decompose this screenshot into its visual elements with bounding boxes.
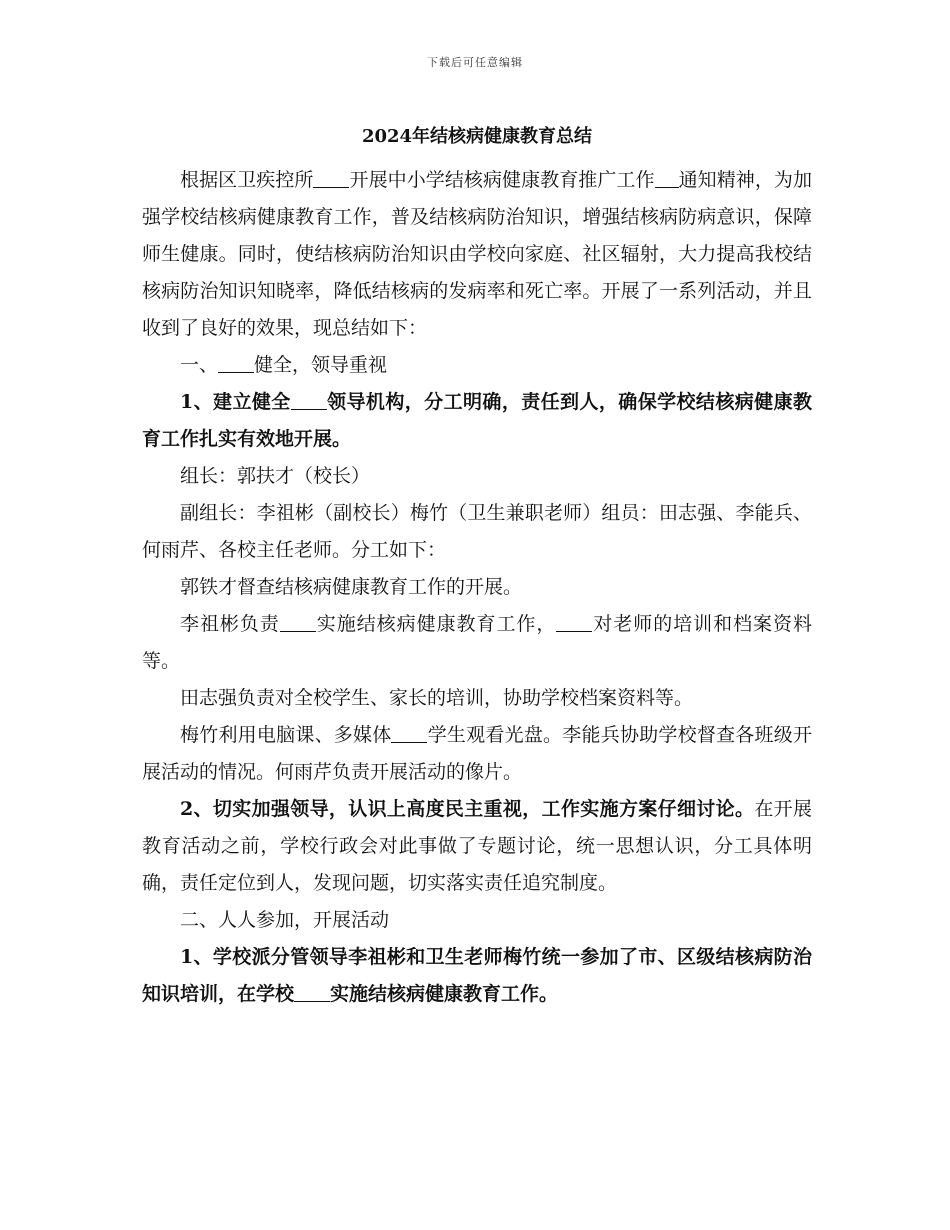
paragraph-text: 副组长：李祖彬（副校长）梅竹（卫生兼职老师）组员：田志强、李能兵、何雨芹、各校主任老师。分工如下： bbox=[142, 502, 812, 561]
document-title: 2024年结核病健康教育总结 bbox=[361, 126, 593, 147]
header-note: 下载后可任意编辑 bbox=[427, 56, 523, 69]
paragraph bbox=[142, 162, 812, 347]
paragraph-text: 1、学校派分管领导李祖彬和卫生老师梅竹统一参加了市、区级结核病防治知识培训，在学校 bbox=[142, 946, 812, 1005]
paragraph bbox=[142, 458, 812, 495]
paragraph-text: 梅竹利用电脑课、多媒体 bbox=[180, 724, 392, 746]
paragraph-text: 郭铁才督查结核病健康教育工作的开展。 bbox=[180, 576, 523, 598]
paragraph-text: 在开展教育活动之前，学校行政会对此事做了专题讨论，统一思想认识，分工具体明确，责任定位到人，发现问题，切实落实责任追究制度。 bbox=[142, 798, 812, 894]
paragraph bbox=[142, 384, 812, 458]
paragraph bbox=[142, 347, 812, 384]
blank-underline bbox=[294, 982, 330, 1002]
blank-underline bbox=[556, 612, 592, 632]
paragraph-text: 领导机构，分工明确，责任到人，确保学校结核病健康教育工作扎实有效地开展。 bbox=[142, 391, 812, 450]
paragraph-list bbox=[142, 162, 812, 1013]
paragraph bbox=[142, 569, 812, 606]
paragraph bbox=[142, 791, 812, 902]
paragraph-text: 二、人人参加，开展活动 bbox=[180, 909, 390, 931]
paragraph-text: 健全，领导重视 bbox=[254, 354, 388, 376]
paragraph-text: 一、 bbox=[180, 354, 219, 376]
paragraph bbox=[142, 495, 812, 569]
paragraph bbox=[142, 939, 812, 1013]
paragraph-text: 田志强负责对全校学生、家长的培训，协助学校档案资料等。 bbox=[180, 687, 694, 709]
paragraph bbox=[142, 680, 812, 717]
blank-underline bbox=[313, 168, 349, 188]
blank-underline bbox=[291, 390, 327, 410]
paragraph-text: 李祖彬负责 bbox=[180, 613, 280, 635]
document-body bbox=[142, 118, 812, 1013]
paragraph bbox=[142, 717, 812, 791]
paragraph-text: 根据区卫疾控所 bbox=[180, 169, 314, 191]
paragraph bbox=[142, 902, 812, 939]
paragraph-text: 通知精神，为加强学校结核病健康教育工作，普及结核病防治知识，增强结核病防病意识，保障师生健康。同时，使结核病防治知识由学校向家庭、社区辐射，大力提高我校结核病防治知识知晓率，降低结核病的发病率和死亡率。开展了一系列活动，并且收到了良好的效果，现总结如下： bbox=[142, 169, 812, 339]
blank-underline bbox=[391, 723, 427, 743]
paragraph-text: 实施结核病健康教育工作。 bbox=[330, 983, 559, 1005]
paragraph-text: 学生观看光盘。李能兵协助学校督查各班级开展活动的情况。何雨芹负责开展活动的像片。 bbox=[142, 724, 812, 783]
blank-underline bbox=[655, 168, 679, 188]
paragraph-text: 实施结核病健康教育工作， bbox=[315, 613, 557, 635]
paragraph-bold-lead: 2、切实加强领导，认识上高度民主重视，工作实施方案仔细讨论。 bbox=[180, 798, 755, 820]
paragraph-text: 1、建立健全 bbox=[180, 391, 291, 413]
blank-underline bbox=[280, 612, 316, 632]
paragraph bbox=[142, 606, 812, 680]
paragraph-text: 对老师的培训和档案资料等。 bbox=[142, 613, 812, 672]
paragraph-text: 开展中小学结核病健康教育推广工作 bbox=[349, 169, 655, 191]
paragraph-text: 组长：郭扶才（校长） bbox=[180, 465, 371, 487]
blank-underline bbox=[218, 353, 254, 373]
